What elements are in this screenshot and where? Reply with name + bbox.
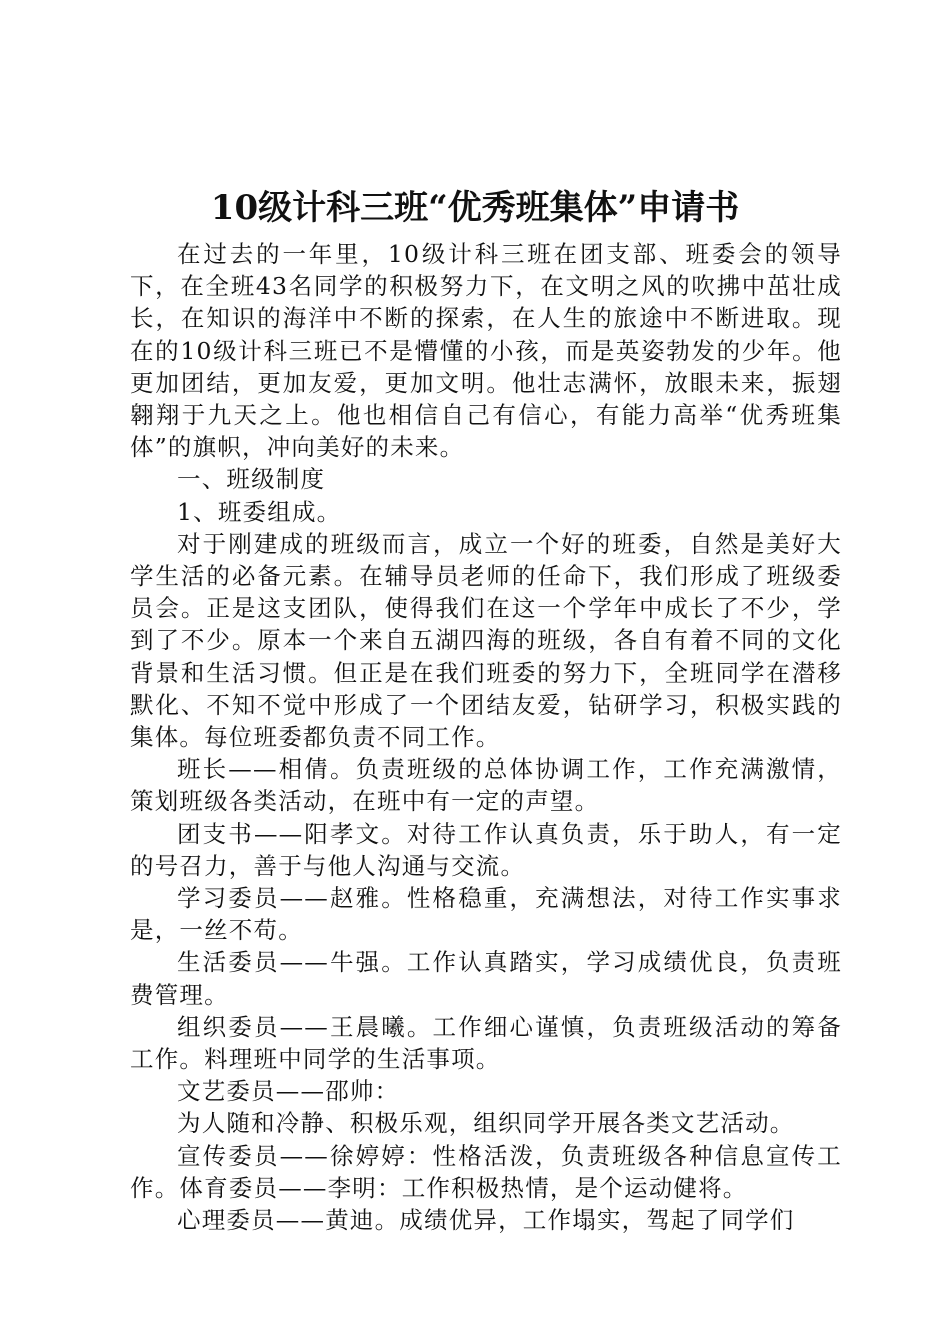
paragraph-psychology-commissioner: 心理委员——黄迪。成绩优异，工作塌实，驾起了同学们 <box>177 1206 795 1235</box>
paragraph-life-commissioner: 生活委员——牛强。工作认真踏实，学习成绩优良，负责班费管理。 <box>130 948 842 1009</box>
paragraph-publicity-sports-commissioner: 宣传委员——徐婷婷：性格活泼，负责班级各种信息宣传工作。体育委员——李明：工作积极热情，是个运动健将。 <box>130 1141 842 1202</box>
paragraph-monitor: 班长——相倩。负责班级的总体协调工作，工作充满激情，策划班级各类活动，在班中有一定的声望。 <box>130 755 842 816</box>
paragraph-league-secretary: 团支书——阳孝文。对待工作认真负责，乐于助人，有一定的号召力，善于与他人沟通与交流。 <box>130 819 842 880</box>
subsection-heading-committee: 1、班委组成。 <box>177 497 342 526</box>
paragraph-arts-commissioner: 文艺委员——邵帅： <box>177 1077 400 1106</box>
document-title: 10级计科三班“优秀班集体”申请书 <box>210 188 740 228</box>
paragraph-arts-commissioner-detail: 为人随和冷静、积极乐观，组织同学开展各类文艺活动。 <box>177 1109 795 1138</box>
paragraph-study-commissioner: 学习委员——赵雅。性格稳重，充满想法，对待工作实事求是，一丝不苟。 <box>130 884 842 945</box>
section-heading-class-system: 一、班级制度 <box>177 465 326 494</box>
document-body <box>130 238 842 1236</box>
paragraph-organization-commissioner: 组织委员——王晨曦。工作细心谨慎，负责班级活动的筹备工作。料理班中同学的生活事项。 <box>130 1012 842 1074</box>
paragraph-committee-overview: 对于刚建成的班级而言，成立一个好的班委，自然是美好大学生活的必备元素。在辅导员老师的任命下，我们形成了班级委员会。正是这支团队，使得我们在这一个学年中成长了不少，学到了不少。原本一个来自五湖四海的班级，各自有着不同的文化背景和生活习惯。但正是在我们班委的努力下，全班同学在潜移默化、不知不觉中形成了一个团结友爱，钻研学习，积极实践的集体。每位班委都负责不同工作。 <box>130 529 842 752</box>
paragraph-intro: 在过去的一年里，10级计科三班在团支部、班委会的领导下，在全班43名同学的积极努力下，在文明之风的吹拂中茁壮成长，在知识的海洋中不断的探索，在人生的旅途中不断进取。现在的10级计科三班已不是懵懂的小孩，而是英姿勃发的少年。他更加团结，更加友爱，更加文明。他壮志满怀，放眼未来，振翅翱翔于九天之上。他也相信自己有信心，有能力高举“优秀班集体”的旗帜，冲向美好的未来。 <box>130 240 842 462</box>
